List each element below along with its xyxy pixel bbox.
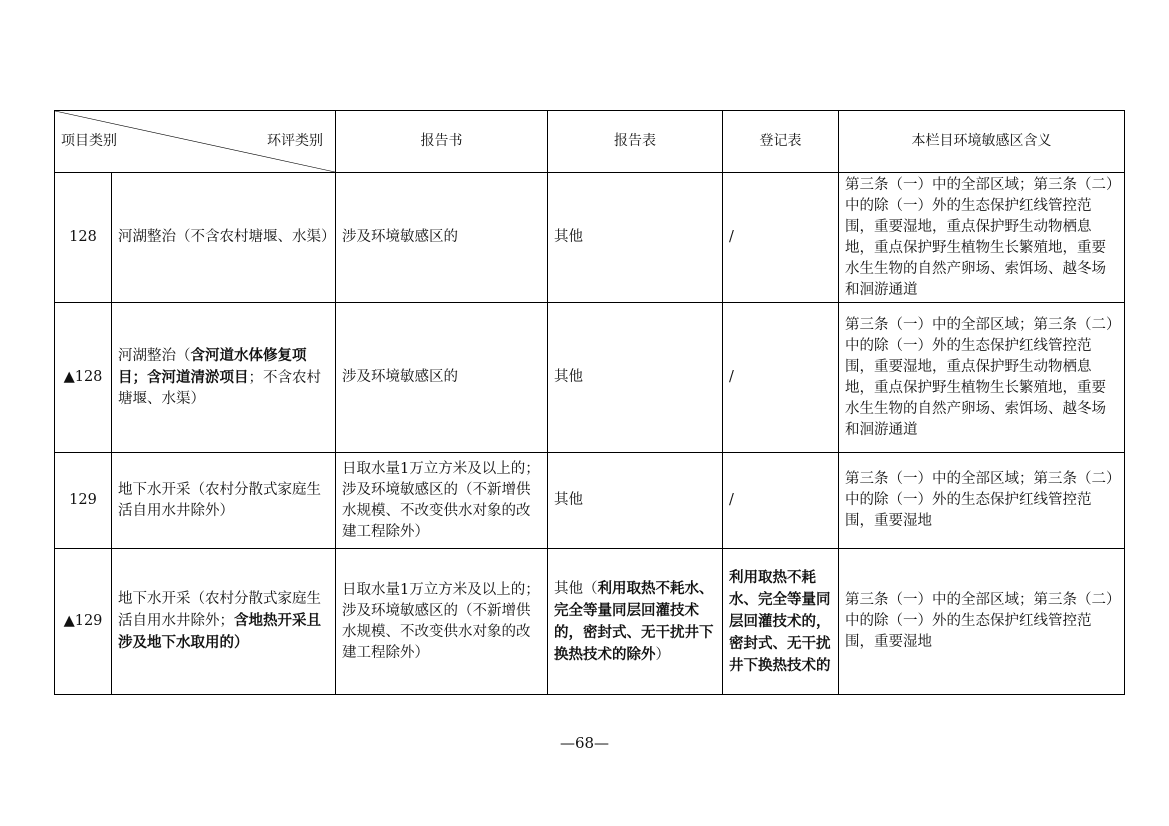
regulation-table xyxy=(54,110,1125,695)
text-segment-bold: 利用取热不耗水、完全等量同层回灌技术的，密封式、无干扰井下换热技术的除外 xyxy=(554,579,714,663)
table-row xyxy=(55,549,1125,695)
header-eia-category: 环评类别 xyxy=(267,133,323,149)
text-segment: 涉及环境敏感区的 xyxy=(342,369,458,385)
registration-form-cell xyxy=(723,549,839,695)
text-segment: 其他 xyxy=(554,229,583,245)
text-segment: 日取水量1万立方米及以上的；涉及环境敏感区的（不新增供水规模、不改变供水对象的改建工程除外） xyxy=(342,460,540,540)
registration-form-cell xyxy=(723,303,839,453)
registration-form-cell xyxy=(723,453,839,549)
page-number: —68— xyxy=(559,734,610,752)
text-segment: ；不含农村塘堰、水渠） xyxy=(118,370,321,407)
text-segment-bold: 含地热开采且涉及地下水取用的） xyxy=(118,612,321,651)
report-book-cell xyxy=(336,173,548,303)
row-number: 128 xyxy=(55,173,112,303)
header-diagonal-cell xyxy=(55,111,336,173)
text-segment: 地下水开采（农村分散式家庭生活自用水井除外； xyxy=(118,591,321,629)
project-cell xyxy=(112,453,336,549)
text-segment: 其他 xyxy=(554,492,583,508)
registration-form-cell xyxy=(723,173,839,303)
report-book-cell xyxy=(336,303,548,453)
text-segment-bold: 利用取热不耗水、完全等量同层回灌技术的，密封式、无干扰井下换热技术的 xyxy=(729,568,831,674)
header-row xyxy=(55,111,1125,173)
row-number: 129 xyxy=(55,453,112,549)
report-form-cell xyxy=(548,303,723,453)
header-report-form: 报告表 xyxy=(548,111,723,173)
header-sensitive-area-meaning: 本栏目环境敏感区含义 xyxy=(839,111,1125,173)
report-book-cell xyxy=(336,549,548,695)
text-segment-bold: 含河道水体修复项目；含河道清淤项目 xyxy=(118,347,307,386)
report-form-cell xyxy=(548,173,723,303)
header-registration-form: 登记表 xyxy=(723,111,839,173)
sensitive-area-cell: 第三条（一）中的全部区域；第三条（二）中的除（一）外的生态保护红线管控范围，重要湿地 xyxy=(839,549,1125,695)
text-segment: 日取水量1万立方米及以上的；涉及环境敏感区的（不新增供水规模、不改变供水对象的改建工程除外） xyxy=(342,581,540,661)
sensitive-area-cell: 第三条（一）中的全部区域；第三条（二）中的除（一）外的生态保护红线管控范围，重要湿地 xyxy=(839,453,1125,549)
row-number: ▲128 xyxy=(55,303,112,453)
report-book-cell xyxy=(336,453,548,549)
text-segment: 其他（ xyxy=(554,580,598,597)
text-segment: / xyxy=(729,492,734,508)
sensitive-area-cell: 第三条（一）中的全部区域；第三条（二）中的除（一）外的生态保护红线管控范围，重要湿地，重点保护野生动物栖息地，重点保护野生植物生长繁殖地，重要水生生物的自然产卵场、索饵场、越冬场和洄游通道 xyxy=(839,173,1125,303)
text-segment: 河湖整治（ xyxy=(118,348,191,364)
text-segment: / xyxy=(729,369,734,385)
header-project-category: 项目类别 xyxy=(61,133,117,149)
project-cell xyxy=(112,549,336,695)
sensitive-area-cell: 第三条（一）中的全部区域；第三条（二）中的除（一）外的生态保护红线管控范围，重要湿地，重点保护野生动物栖息地，重点保护野生植物生长繁殖地，重要水生生物的自然产卵场、索饵场、越冬场和洄游通道 xyxy=(839,303,1125,453)
row-number: ▲129 xyxy=(55,549,112,695)
text-segment: ） xyxy=(655,646,670,663)
text-segment: 其他 xyxy=(554,369,583,385)
header-report-book: 报告书 xyxy=(336,111,548,173)
table-row xyxy=(55,173,1125,303)
project-cell xyxy=(112,173,336,303)
table-row xyxy=(55,453,1125,549)
text-segment: 地下水开采（农村分散式家庭生活自用水井除外） xyxy=(118,481,321,519)
report-form-cell xyxy=(548,549,723,695)
text-segment: 河湖整治（不含农村塘堰、水渠） xyxy=(118,229,336,245)
project-cell xyxy=(112,303,336,453)
text-segment: 涉及环境敏感区的 xyxy=(342,229,458,245)
report-form-cell xyxy=(548,453,723,549)
text-segment: / xyxy=(729,229,734,245)
table-row xyxy=(55,303,1125,453)
